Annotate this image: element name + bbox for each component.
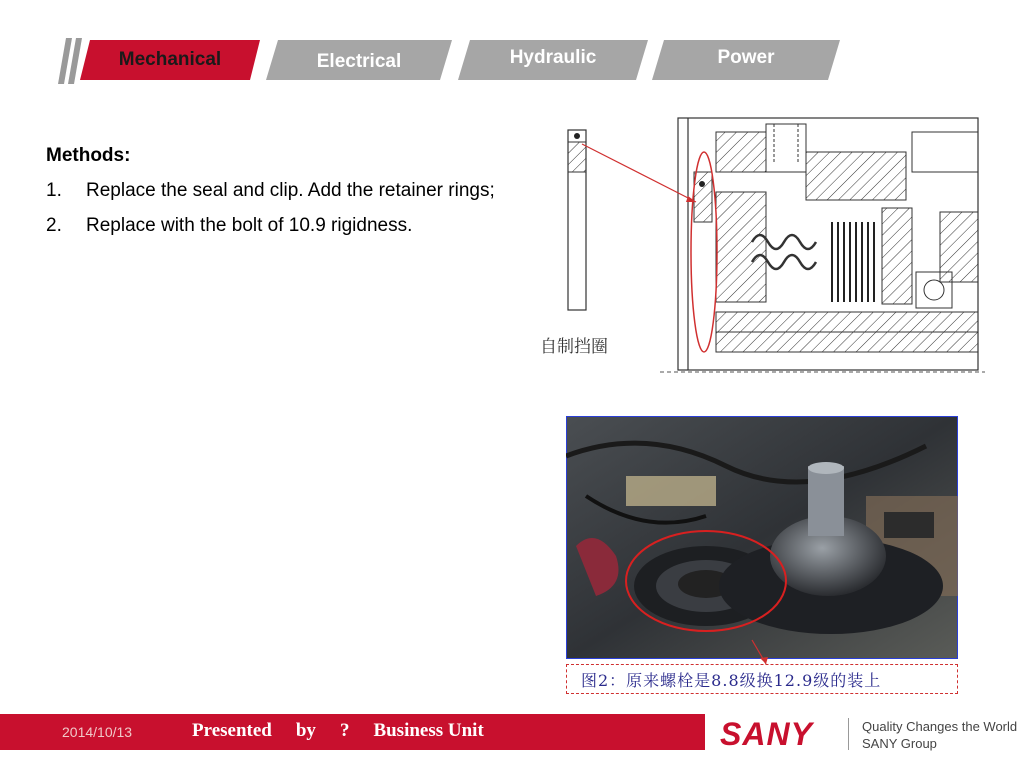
slogan-line: Quality Changes the World	[862, 719, 1018, 734]
method-text: Replace with the bolt of 10.9 rigidness.	[86, 215, 413, 236]
footer-divider	[848, 718, 849, 750]
tab-hydraulic[interactable]	[458, 40, 648, 80]
method-number: 2.	[46, 215, 62, 236]
footer-slogan	[862, 718, 1017, 752]
tab-electrical[interactable]	[266, 40, 452, 80]
footer-word: Presented	[192, 720, 272, 741]
tab-label: Electrical	[316, 51, 402, 72]
methods-title: Methods:	[46, 145, 131, 166]
tab-label: Hydraulic	[509, 47, 597, 68]
method-text: Replace the seal and clip. Add the retainer rings;	[86, 180, 495, 201]
assembly-photo	[566, 416, 958, 659]
drawing-label: 自制挡圈	[540, 337, 608, 357]
methods-section	[46, 138, 526, 243]
sany-logo: SANY	[720, 716, 813, 752]
method-item	[46, 173, 526, 208]
footer-word: Business Unit	[373, 720, 484, 741]
tab-power[interactable]	[652, 40, 840, 80]
mechanical-drawing	[530, 112, 985, 380]
footer-presented-by	[192, 720, 484, 742]
tab-mechanical[interactable]	[80, 40, 260, 80]
photo-caption: 图2：原来螺栓是8.8级换12.9级的装上	[566, 664, 958, 694]
slogan-line: SANY Group	[862, 736, 937, 751]
footer-word: ?	[339, 720, 350, 741]
tab-label: Mechanical	[118, 49, 222, 70]
method-item	[46, 208, 526, 243]
footer-word: by	[295, 720, 316, 741]
tab-label: Power	[717, 47, 775, 68]
tab-bar-decoration	[58, 38, 82, 84]
footer-date: 2014/10/13	[62, 724, 133, 740]
method-number: 1.	[46, 180, 62, 201]
